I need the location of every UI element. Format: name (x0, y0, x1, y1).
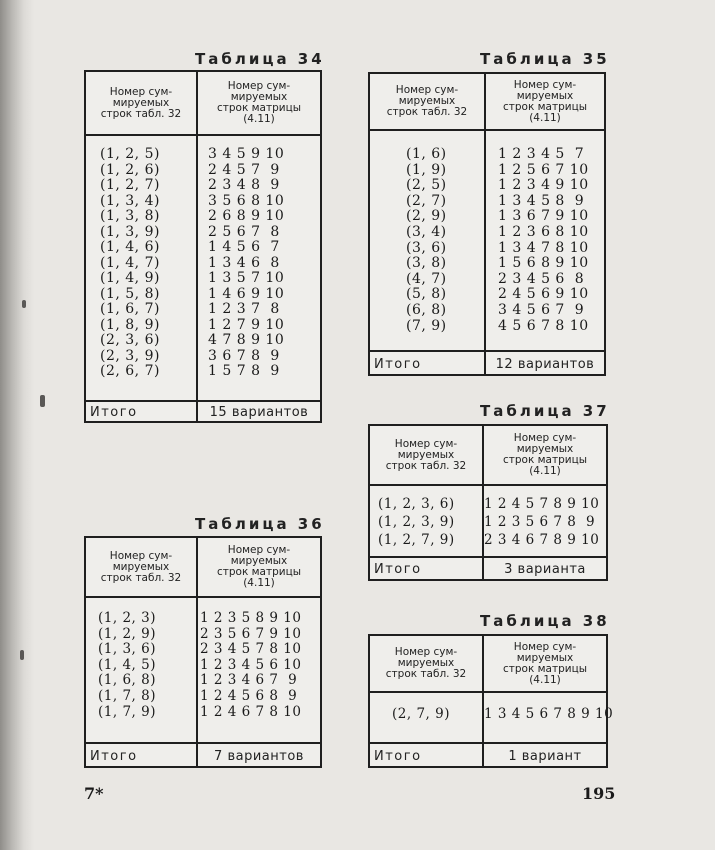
row-group-id: (1, 4, 9) (100, 270, 160, 286)
row-group-id: (1, 2, 7, 9) (378, 532, 455, 548)
row-group-id: (1, 6) (406, 146, 447, 162)
row-group-id: (1, 3, 8) (100, 208, 160, 224)
row-group-id: (2, 7, 9) (392, 706, 450, 722)
table-footer (370, 742, 606, 768)
row-group-id: (1, 4, 5) (98, 656, 156, 673)
row-matrix-rows: 3 4 5 9 10 (208, 146, 285, 162)
row-group-id: (1, 8, 9) (100, 316, 160, 333)
row-group-id: (1, 3, 6) (98, 641, 156, 658)
row-matrix-rows: 1 3 4 5 6 7 8 9 10 (484, 706, 614, 722)
row-group-id: (1, 9) (406, 161, 447, 178)
row-matrix-rows: 2 4 5 6 9 10 (498, 286, 589, 303)
row-matrix-rows: 1 2 3 4 5 7 (498, 146, 585, 162)
row-group-id: (1, 2, 3) (98, 610, 156, 626)
table-38 (368, 634, 614, 768)
row-group-id: (3, 4) (406, 224, 447, 240)
total-label: Итого (374, 356, 422, 372)
row-group-id: (1, 3, 9) (100, 223, 160, 240)
total-label: Итого (90, 405, 138, 420)
row-group-id: (1, 2, 9) (98, 625, 156, 642)
total-value: 15 вариантов (209, 405, 309, 420)
row-matrix-rows: 2 5 6 7 8 (208, 223, 280, 240)
signature-mark: 7* (84, 784, 104, 803)
table-footer (86, 400, 320, 423)
row-matrix-rows: 1 2 4 6 7 8 10 (200, 703, 302, 720)
row-matrix-rows: 1 5 6 8 9 10 (498, 255, 589, 272)
row-group-id: (2, 3, 9) (100, 347, 160, 364)
table-header (370, 426, 606, 486)
total-value: 3 варианта (504, 562, 586, 577)
row-matrix-rows: 1 2 3 4 6 7 9 (200, 672, 298, 689)
row-matrix-rows: 1 2 5 6 7 10 (498, 161, 589, 178)
table-35 (368, 72, 606, 376)
row-group-id: (1, 2, 3, 9) (378, 514, 455, 530)
row-group-id: (2, 5) (406, 177, 447, 194)
row-matrix-rows: 1 2 3 4 5 6 10 (200, 656, 302, 673)
spine-mark (40, 395, 45, 407)
row-matrix-rows: 1 3 4 7 8 10 (498, 239, 589, 256)
row-matrix-rows: 2 3 5 6 7 9 10 (200, 625, 302, 642)
book-spine-shadow (0, 0, 34, 850)
row-group-id: (2, 7) (406, 192, 447, 209)
header-col-1: Номер сум- мируемых строк табл. 32 (385, 646, 467, 680)
row-group-id: (1, 2, 5) (100, 146, 160, 162)
row-group-id: (7, 9) (406, 317, 447, 334)
table-38-title: Таблица 38 (480, 612, 610, 630)
row-group-id: (1, 7, 9) (98, 703, 156, 720)
row-group-id: (2, 9) (406, 208, 447, 225)
table-35-title: Таблица 35 (480, 50, 610, 68)
row-group-id: (4, 7) (406, 270, 447, 287)
table-37-title: Таблица 37 (480, 402, 610, 420)
column-divider (484, 74, 486, 374)
row-matrix-rows: 2 3 4 5 7 8 10 (200, 641, 302, 658)
total-value: 1 вариант (508, 748, 582, 764)
row-group-id: (1, 4, 6) (100, 239, 160, 255)
total-value: 12 вариантов (495, 356, 595, 372)
row-group-id: (1, 2, 7) (100, 177, 160, 193)
row-matrix-rows: 1 2 3 6 8 10 (498, 224, 589, 240)
header-col-2: Номер сум- мируемых строк матрицы (4.11) (502, 78, 588, 124)
total-value: 7 вариантов (214, 748, 304, 764)
row-group-id: (1, 2, 3, 6) (378, 496, 455, 512)
row-group-id: (1, 6, 7) (100, 301, 160, 317)
row-matrix-rows: 1 4 6 9 10 (208, 285, 285, 302)
table-34 (84, 70, 322, 423)
column-divider (196, 538, 198, 766)
row-matrix-rows: 4 7 8 9 10 (208, 332, 285, 348)
table-36-title: Таблица 36 (195, 515, 325, 533)
table-header (86, 72, 320, 136)
row-matrix-rows: 2 3 4 5 6 8 (498, 270, 585, 287)
header-col-1: Номер сум- мируемых строк табл. 32 (385, 437, 467, 472)
table-34-title: Таблица 34 (195, 50, 325, 68)
row-group-id: (5, 8) (406, 286, 447, 303)
row-matrix-rows: 1 2 3 5 6 7 8 9 (484, 514, 596, 530)
header-col-2: Номер сум- мируемых строк матрицы (4.11) (502, 640, 588, 686)
row-matrix-rows: 1 2 7 9 10 (208, 316, 285, 333)
row-group-id: (6, 8) (406, 302, 447, 318)
row-group-id: (2, 6, 7) (100, 363, 160, 379)
row-matrix-rows: 2 3 4 8 9 (208, 177, 280, 193)
row-matrix-rows: 4 5 6 7 8 10 (498, 317, 589, 334)
row-matrix-rows: 1 2 4 5 6 8 9 (200, 688, 298, 704)
total-label: Итого (374, 748, 422, 764)
header-col-2: Номер сум- мируемых строк матрицы (4.11) (216, 544, 302, 589)
row-matrix-rows: 1 2 3 5 8 9 10 (200, 610, 302, 626)
row-group-id: (1, 4, 7) (100, 254, 160, 271)
table-header (370, 74, 604, 131)
table-footer (370, 350, 604, 376)
spine-mark (20, 650, 24, 660)
row-matrix-rows: 2 3 4 6 7 8 9 10 (484, 532, 600, 548)
row-matrix-rows: 1 2 3 7 8 (208, 301, 280, 317)
header-col-2: Номер сум- мируемых строк матрицы (4.11) (216, 80, 302, 125)
header-col-1: Номер сум- мируемых строк табл. 32 (100, 85, 182, 120)
table-36 (84, 536, 322, 768)
table-footer (370, 556, 606, 581)
row-group-id: (1, 7, 8) (98, 688, 156, 704)
row-group-id: (1, 6, 8) (98, 672, 156, 689)
row-group-id: (1, 5, 8) (100, 285, 160, 302)
row-matrix-rows: 1 3 4 6 8 (208, 254, 280, 271)
row-group-id: (3, 8) (406, 255, 447, 272)
table-footer (86, 742, 320, 768)
table-37 (368, 424, 608, 581)
header-col-2: Номер сум- мируемых строк матрицы (4.11) (502, 432, 588, 477)
row-matrix-rows: 1 2 3 4 9 10 (498, 177, 589, 194)
row-matrix-rows: 1 5 7 8 9 (208, 363, 280, 379)
row-matrix-rows: 2 4 5 7 9 (208, 161, 280, 178)
header-col-1: Номер сум- мируемых строк табл. 32 (100, 549, 182, 584)
row-matrix-rows: 1 3 4 5 8 9 (498, 192, 585, 209)
header-col-1: Номер сум- мируемых строк табл. 32 (386, 84, 468, 118)
table-header (370, 636, 606, 693)
row-group-id: (3, 6) (406, 239, 447, 256)
row-matrix-rows: 1 2 4 5 7 8 9 10 (484, 496, 600, 512)
row-group-id: (1, 3, 4) (100, 192, 160, 209)
row-group-id: (2, 3, 6) (100, 332, 160, 348)
row-matrix-rows: 1 4 5 6 7 (208, 239, 280, 255)
row-matrix-rows: 3 6 7 8 9 (208, 347, 280, 364)
row-group-id: (1, 2, 6) (100, 161, 160, 178)
spine-mark (22, 300, 26, 308)
row-matrix-rows: 3 4 5 6 7 9 (498, 302, 585, 318)
row-matrix-rows: 1 3 5 7 10 (208, 270, 285, 286)
total-label: Итого (90, 748, 138, 764)
column-divider (196, 72, 198, 421)
total-label: Итого (374, 562, 422, 577)
row-matrix-rows: 2 6 8 9 10 (208, 208, 285, 224)
row-matrix-rows: 3 5 6 8 10 (208, 192, 285, 209)
table-header (86, 538, 320, 598)
row-matrix-rows: 1 3 6 7 9 10 (498, 208, 589, 225)
page-number: 195 (582, 784, 616, 803)
